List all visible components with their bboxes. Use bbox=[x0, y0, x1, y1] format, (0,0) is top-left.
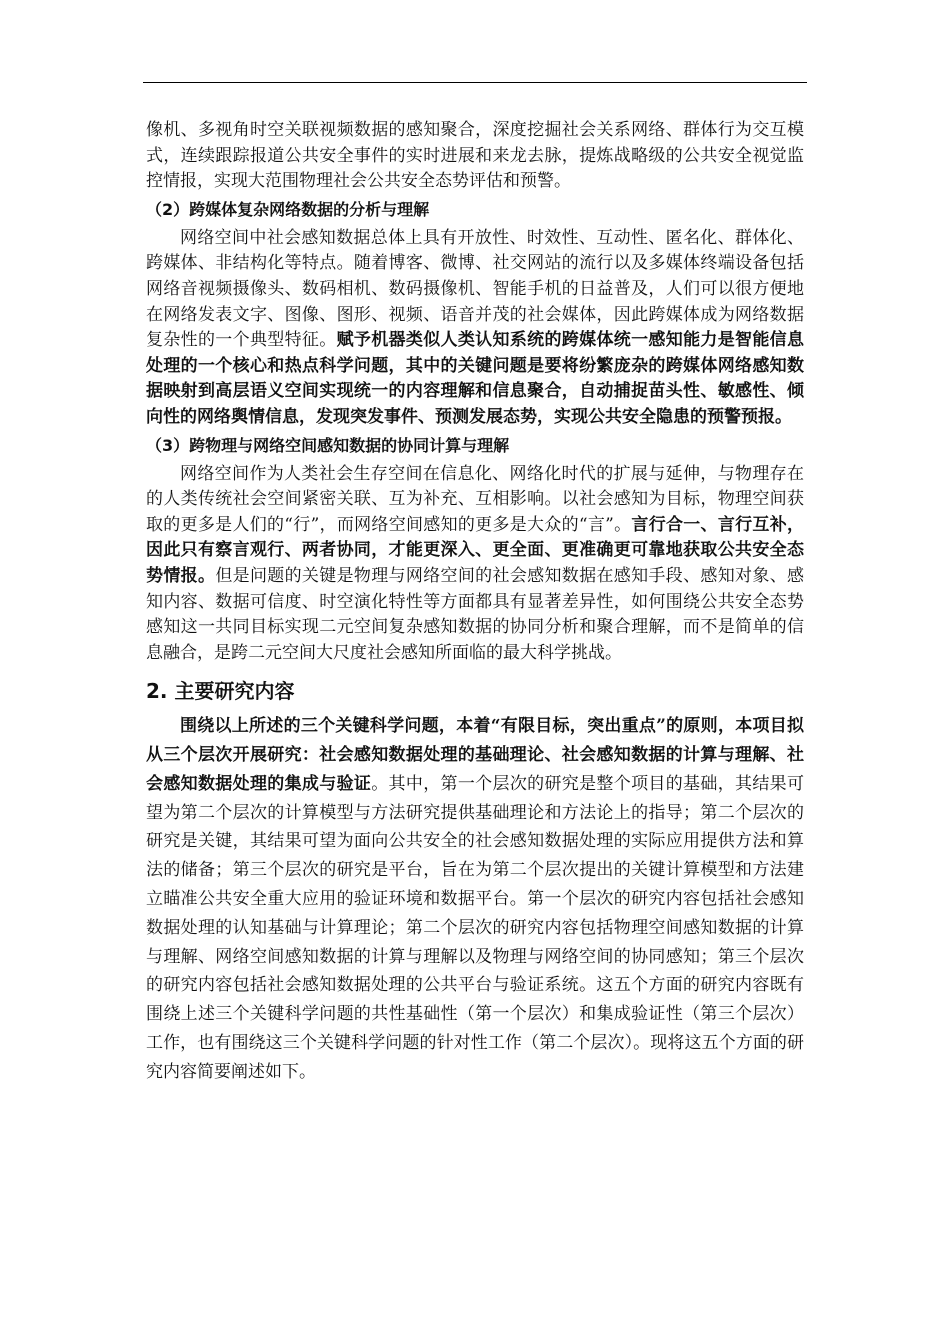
section-2-paragraph bbox=[146, 712, 804, 1086]
subsection-2-heading: （2）跨媒体复杂网络数据的分析与理解 bbox=[146, 199, 430, 219]
subsection-3-text-1: 网络空间作为人类社会生存空间在信息化、网络化时代的扩展与延伸，与物理存在的人类传统社会空间紧密关联、互为补充、互相影响。以社会感知为目标，物理空间获取的更多是人们的“行”，而网络空间感知的更多是大众的“言”。 bbox=[146, 463, 804, 535]
subsection-3-text-2: 但是问题的关键是物理与网络空间的社会感知数据在感知手段、感知对象、感知内容、数据可信度、时空演化特性等方面都具有显著差异性，如何围绕公共安全态势感知这一共同目标实现二元空间复杂感知数据的协同分析和聚合理解，而不是简单的信息融合，是跨二元空间大尺度社会感知所面临的最大科学挑战。 bbox=[146, 565, 805, 663]
document-body bbox=[146, 118, 804, 1087]
section-2-text: 。其中，第一个层次的研究是整个项目的基础，其结果可望为第二个层次的计算模型与方法研究提供基础理论和方法论上的指导；第二个层次的研究是关键，其结果可望为面向公共安全的社会感知数据处理的实际应用提供方法和算法的储备；第三个层次的研究是平台，旨在为第二个层次提出的关键计算模型和方法建立瞄准公共安全重大应用的验证环境和数据平台。第一个层次的研究内容包括社会感知数据处理的认知基础与计算理论；第二个层次的研究内容包括物理空间感知数据的计算与理解、网络空间感知数据的计算与理解以及物理与网络空间的协同感知；第三个层次的研究内容包括社会感知数据处理的公共平台与验证系统。这五个方面的研究内容既有围绕上述三个关键科学问题的共性基础性（第一个层次）和集成验证性（第三个层次）工作，也有围绕这三个关键科学问题的针对性工作（第二个层次）。现将这五个方面的研究内容简要阐述如下。 bbox=[146, 773, 805, 1082]
subsection-2-paragraph bbox=[146, 226, 804, 431]
header-rule bbox=[143, 82, 807, 83]
subsection-2-bold-text: 赋予机器类似人类认知系统的跨媒体统一感知能力是智能信息处理的一个核心和热点科学问题，其中的关键问题是要将纷繁庞杂的跨媒体网络感知数据映射到高层语义空间实现统一的内容理解和信息聚合，自动捕捉苗头性、敏感性、倾向性的网络舆情信息，发现突发事件、预测发展态势，实现公共安全隐患的预警预报。 bbox=[146, 330, 805, 427]
section-2-heading: 2. 主要研究内容 bbox=[146, 679, 295, 704]
subsection-2-text: 网络空间中社会感知数据总体上具有开放性、时效性、互动性、匿名化、群体化、跨媒体、非结构化等特点。随着博客、微博、社交网站的流行以及多媒体终端设备包括网络音视频摄像头、数码相机、数码摄像机、智能手机的日益普及，人们可以很方便地在网络发表文字、图像、图形、视频、语音并茂的社会媒体，因此跨媒体成为网络数据复杂性的一个典型特征。 bbox=[146, 227, 804, 351]
section-2-bold-text: 围绕以上所述的三个关键科学问题，本着“有限目标，突出重点”的原则，本项目拟从三个层次开展研究：社会感知数据处理的基础理论、社会感知数据的计算与理解、社会感知数据处理的集成与验证 bbox=[146, 716, 804, 794]
subsection-3-bold-text: 言行合一、言行互补，因此只有察言观行、两者协同，才能更深入、更全面、更准确更可靠地获取公共安全态势情报。 bbox=[146, 514, 804, 586]
intro-paragraph: 像机、多视角时空关联视频数据的感知聚合，深度挖掘社会关系网络、群体行为交互模式，连续跟踪报道公共安全事件的实时进展和来龙去脉，提炼战略级的公共安全视觉监控情报，实现大范围物理社会公共安全态势评估和预警。 bbox=[146, 120, 804, 192]
subsection-3-paragraph bbox=[146, 462, 804, 667]
subsection-3-heading: （3）跨物理与网络空间感知数据的协同计算与理解 bbox=[146, 435, 510, 455]
